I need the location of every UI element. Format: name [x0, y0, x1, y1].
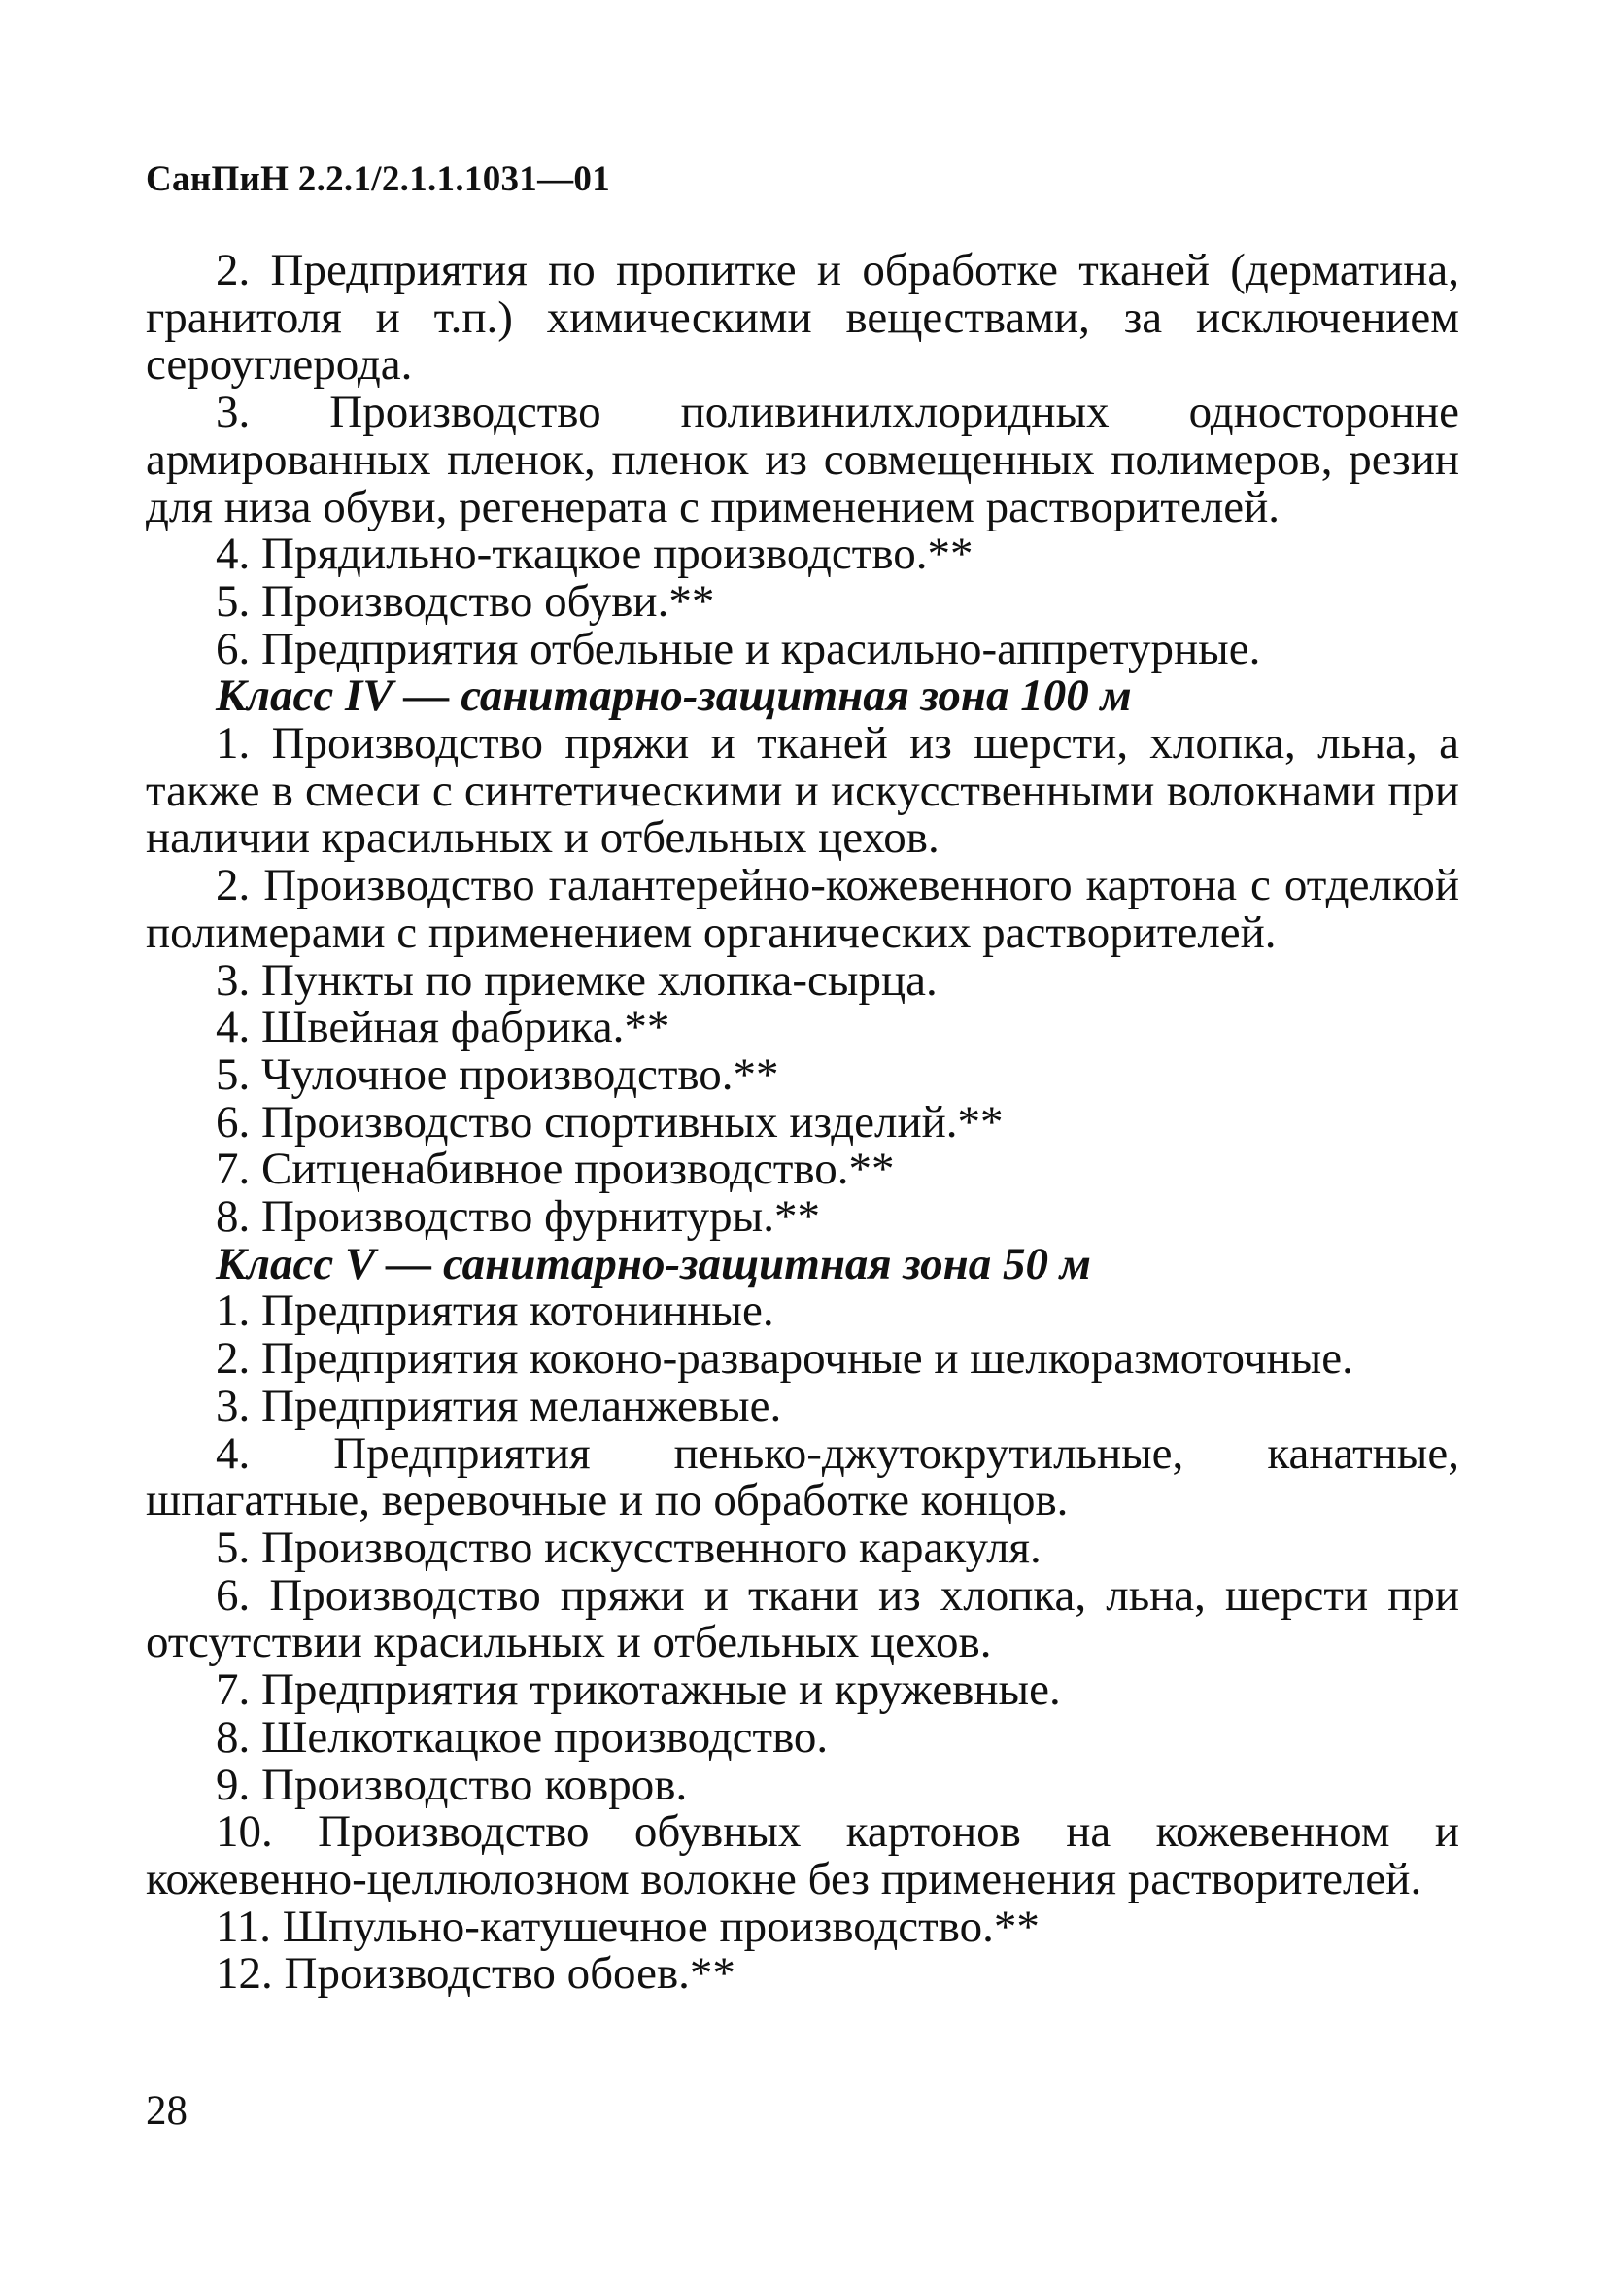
list-item: 3. Производство поливинилхлоридных односторонне армированных пленок, пленок из совмещенных полимеров, резин для низа обуви, регенерата с применением растворителей. [146, 387, 1459, 532]
list-item: 4. Прядильно-ткацкое производство.** [216, 529, 974, 580]
list-item: 5. Производство искусственного каракуля. [216, 1522, 1042, 1573]
list-item: 3. Предприятия меланжевые. [216, 1380, 782, 1431]
list-item: 6. Производство пряжи и ткани из хлопка, льна, шерсти при отсутствии красильных и отбельных цехов. [146, 1569, 1459, 1668]
class-heading: Класс IV — санитарно-защитная зона 100 м [216, 670, 1132, 722]
list-item: 4. Предприятия пенько-джутокрутильные, канатные, шпагатные, веревочные и по обработке концов. [146, 1427, 1459, 1526]
list-item: 5. Чулочное производство.** [216, 1048, 779, 1100]
list-item: 1. Предприятия котонинные. [216, 1285, 774, 1337]
list-item: 11. Шпульно-катушечное производство.** [216, 1901, 1040, 1952]
list-item: 2. Предприятия по пропитке и обработке тканей (дерматина, гранитоля и т.п.) химическими веществами, за исключением сероуглерода. [146, 245, 1459, 391]
list-item: 8. Производство фурнитуры.** [216, 1191, 820, 1243]
list-item: 6. Производство спортивных изделий.** [216, 1096, 1004, 1148]
list-item: 4. Швейная фабрика.** [216, 1002, 670, 1053]
list-item: 2. Предприятия коконо-разварочные и шелкоразмоточные. [216, 1333, 1353, 1385]
list-item: 6. Предприятия отбельные и красильно-аппретурные. [216, 623, 1261, 674]
page-number: 28 [146, 2088, 188, 2134]
list-item: 1. Производство пряжи и тканей из шерсти, хлопка, льна, а также в смеси с синтетическими и искусственными волокнами при наличии красильных и отбельных цехов. [146, 718, 1459, 864]
list-item: 5. Производство обуви.** [216, 575, 715, 627]
document-body [146, 247, 1459, 1998]
list-item: 7. Ситценабивное производство.** [216, 1144, 895, 1195]
document-header: СанПиН 2.2.1/2.1.1.1031—01 [146, 159, 610, 199]
list-item: 12. Производство обоев.** [216, 1948, 735, 2000]
list-item: 7. Предприятия трикотажные и кружевные. [216, 1664, 1061, 1716]
list-item: 2. Производство галантерейно-кожевенного картона с отделкой полимерами с применением органических растворителей. [146, 860, 1459, 958]
list-item: 8. Шелкоткацкое производство. [216, 1711, 829, 1763]
list-item: 10. Производство обувных картонов на кожевенном и кожевенно-целлюлозном волокне без применения растворителей. [146, 1806, 1459, 1904]
class-heading: Класс V — санитарно-защитная зона 50 м [216, 1238, 1091, 1289]
list-item: 3. Пункты по приемке хлопка-сырца. [216, 954, 938, 1006]
list-item: 9. Производство ковров. [216, 1759, 688, 1810]
